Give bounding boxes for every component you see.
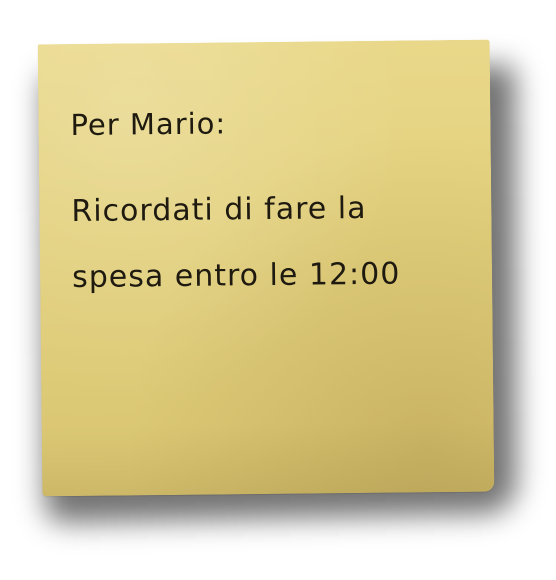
note-message-line-1: Ricordati di fare la bbox=[71, 190, 367, 230]
note-message-line-2: spesa entro le 12:00 bbox=[71, 256, 401, 296]
note-recipient: Per Mario: bbox=[70, 106, 227, 143]
sticky-note bbox=[38, 40, 495, 497]
